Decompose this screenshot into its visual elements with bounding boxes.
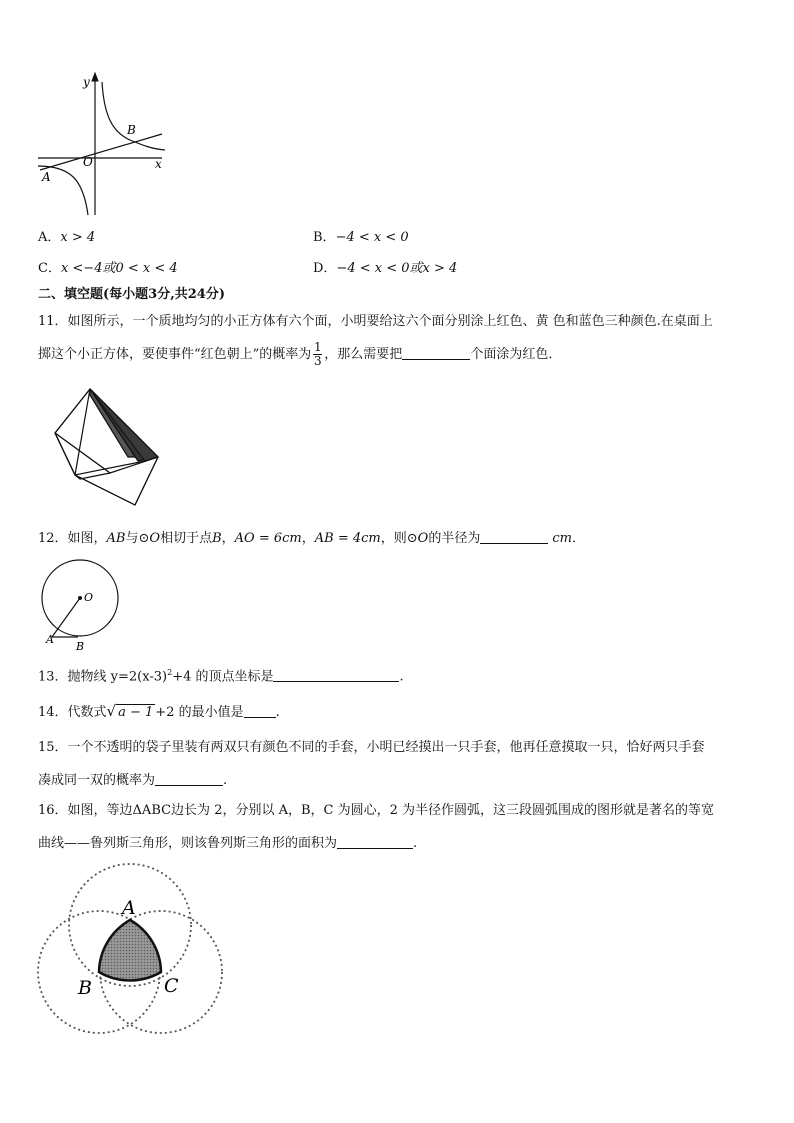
point-a-label: A [42, 170, 51, 184]
q14-text: 14．代数式 [38, 705, 107, 720]
point-b-label: B [127, 123, 136, 137]
q12-text: ， [221, 531, 235, 546]
q13-text: 13．抛物线 y=2(x-3) [38, 669, 168, 685]
circle-tangent-figure [38, 560, 128, 655]
q12-text: 与⊙ [125, 531, 150, 546]
answer-blank[interactable] [480, 531, 548, 544]
q14-text: +2 的最小值是 [155, 705, 244, 720]
section-title: 二、填空题(每小题3分,共24分) [38, 287, 225, 302]
option-text: −4 < x < 0 [335, 230, 409, 245]
q16-line2 [38, 836, 417, 850]
q11-text-b: ，那么需要把 [324, 347, 403, 362]
option-letter: A． [38, 230, 61, 245]
option-b [313, 231, 409, 244]
q16-text: 曲线——鲁列斯三角形，则该鲁列斯三角形的面积为 [38, 836, 338, 851]
reuleaux-triangle [99, 920, 161, 980]
answer-blank[interactable] [273, 669, 399, 682]
center-dot [78, 596, 82, 600]
label-a: A [122, 897, 136, 919]
q12-ao: AO = 6cm [234, 531, 302, 546]
q12-text: ，则⊙ [380, 531, 418, 546]
q12-text: 12．如图， [38, 531, 107, 546]
q12-abv: AB = 4cm [314, 531, 381, 546]
q12-o: O [149, 531, 161, 546]
answer-blank[interactable] [337, 836, 413, 849]
q12-ab: AB [106, 531, 126, 546]
answer-blank[interactable] [244, 705, 276, 718]
q16-line1: 16．如图，等边ΔABC边长为 2，分别以 A，B，C 为圆心，2 为半径作圆弧，这三段圆弧围成的图形就是著名的等宽 [38, 803, 715, 818]
q12-text: ， [301, 531, 315, 546]
q12-text: ． [571, 531, 585, 546]
y-arrow [92, 73, 98, 81]
q15-text: . [223, 773, 228, 788]
q11-fraction [313, 341, 322, 367]
q11-text-c: 个面涂为红色． [470, 347, 562, 362]
hyperbola-upper-right [102, 82, 165, 150]
option-text: x > 4 [60, 230, 96, 245]
line-through-origin [40, 134, 162, 170]
q15-text: 凑成同一双的概率为 [38, 773, 156, 788]
option-c [38, 262, 178, 275]
q12-unit: cm [552, 531, 572, 546]
q15-line2 [38, 773, 227, 787]
q11-text-a: 掷这个小正方体，要使事件“红色朝上”的概率为 [38, 347, 312, 362]
q14-line [38, 704, 280, 719]
option-d [313, 262, 457, 275]
fraction-denominator: 3 [313, 354, 322, 368]
option-a [38, 231, 95, 244]
answer-blank[interactable] [402, 347, 470, 360]
y-axis-label: y [83, 75, 90, 89]
option-text: x <−4或0 < x < 4 [60, 261, 178, 276]
q13-text: . [399, 669, 404, 685]
q12-line [38, 531, 585, 545]
reuleaux-figure [38, 862, 238, 1037]
fraction-numerator: 1 [313, 340, 322, 355]
option-text: −4 < x < 0或x > 4 [336, 261, 458, 276]
q13-line [38, 669, 404, 683]
label-c: C [164, 975, 179, 997]
origin-label: O [83, 155, 93, 169]
q12-o: O [417, 531, 429, 546]
point-b-label: B [76, 640, 85, 653]
answer-blank[interactable] [155, 773, 223, 786]
q13-exponent: 2 [167, 668, 173, 677]
q11-line1: 11．如图所示，一个质地均匀的小正方体有六个面，小明要给这六个面分别涂上红色、黄 色和蓝色三种颜色.在桌面上 [38, 314, 713, 329]
q14-radicand: a − 1 [118, 705, 154, 720]
q12-b: B [212, 531, 222, 546]
q14-text: . [275, 705, 280, 720]
q10-graph [30, 70, 175, 220]
q15-line1: 15．一个不透明的袋子里装有两双只有颜色不同的手套，小明已经摸出一只手套，他再任意摸取一只，恰好两只手套 [38, 740, 705, 755]
cube-figure [50, 385, 165, 510]
label-b: B [78, 977, 92, 999]
q11-line2 [38, 340, 561, 370]
option-letter: C． [38, 261, 61, 276]
center-label: O [84, 591, 94, 604]
point-a-label: A [46, 633, 54, 646]
segment-ao [52, 598, 80, 637]
q12-text: 相切于点 [160, 531, 213, 546]
option-letter: D． [313, 261, 337, 276]
q13-text: +4 的顶点坐标是 [172, 669, 274, 685]
q16-text: . [413, 836, 418, 851]
sqrt-icon: √ [106, 702, 117, 720]
option-letter: B． [313, 230, 336, 245]
x-axis-label: x [155, 157, 162, 171]
q12-text: 的半径为 [428, 531, 481, 546]
